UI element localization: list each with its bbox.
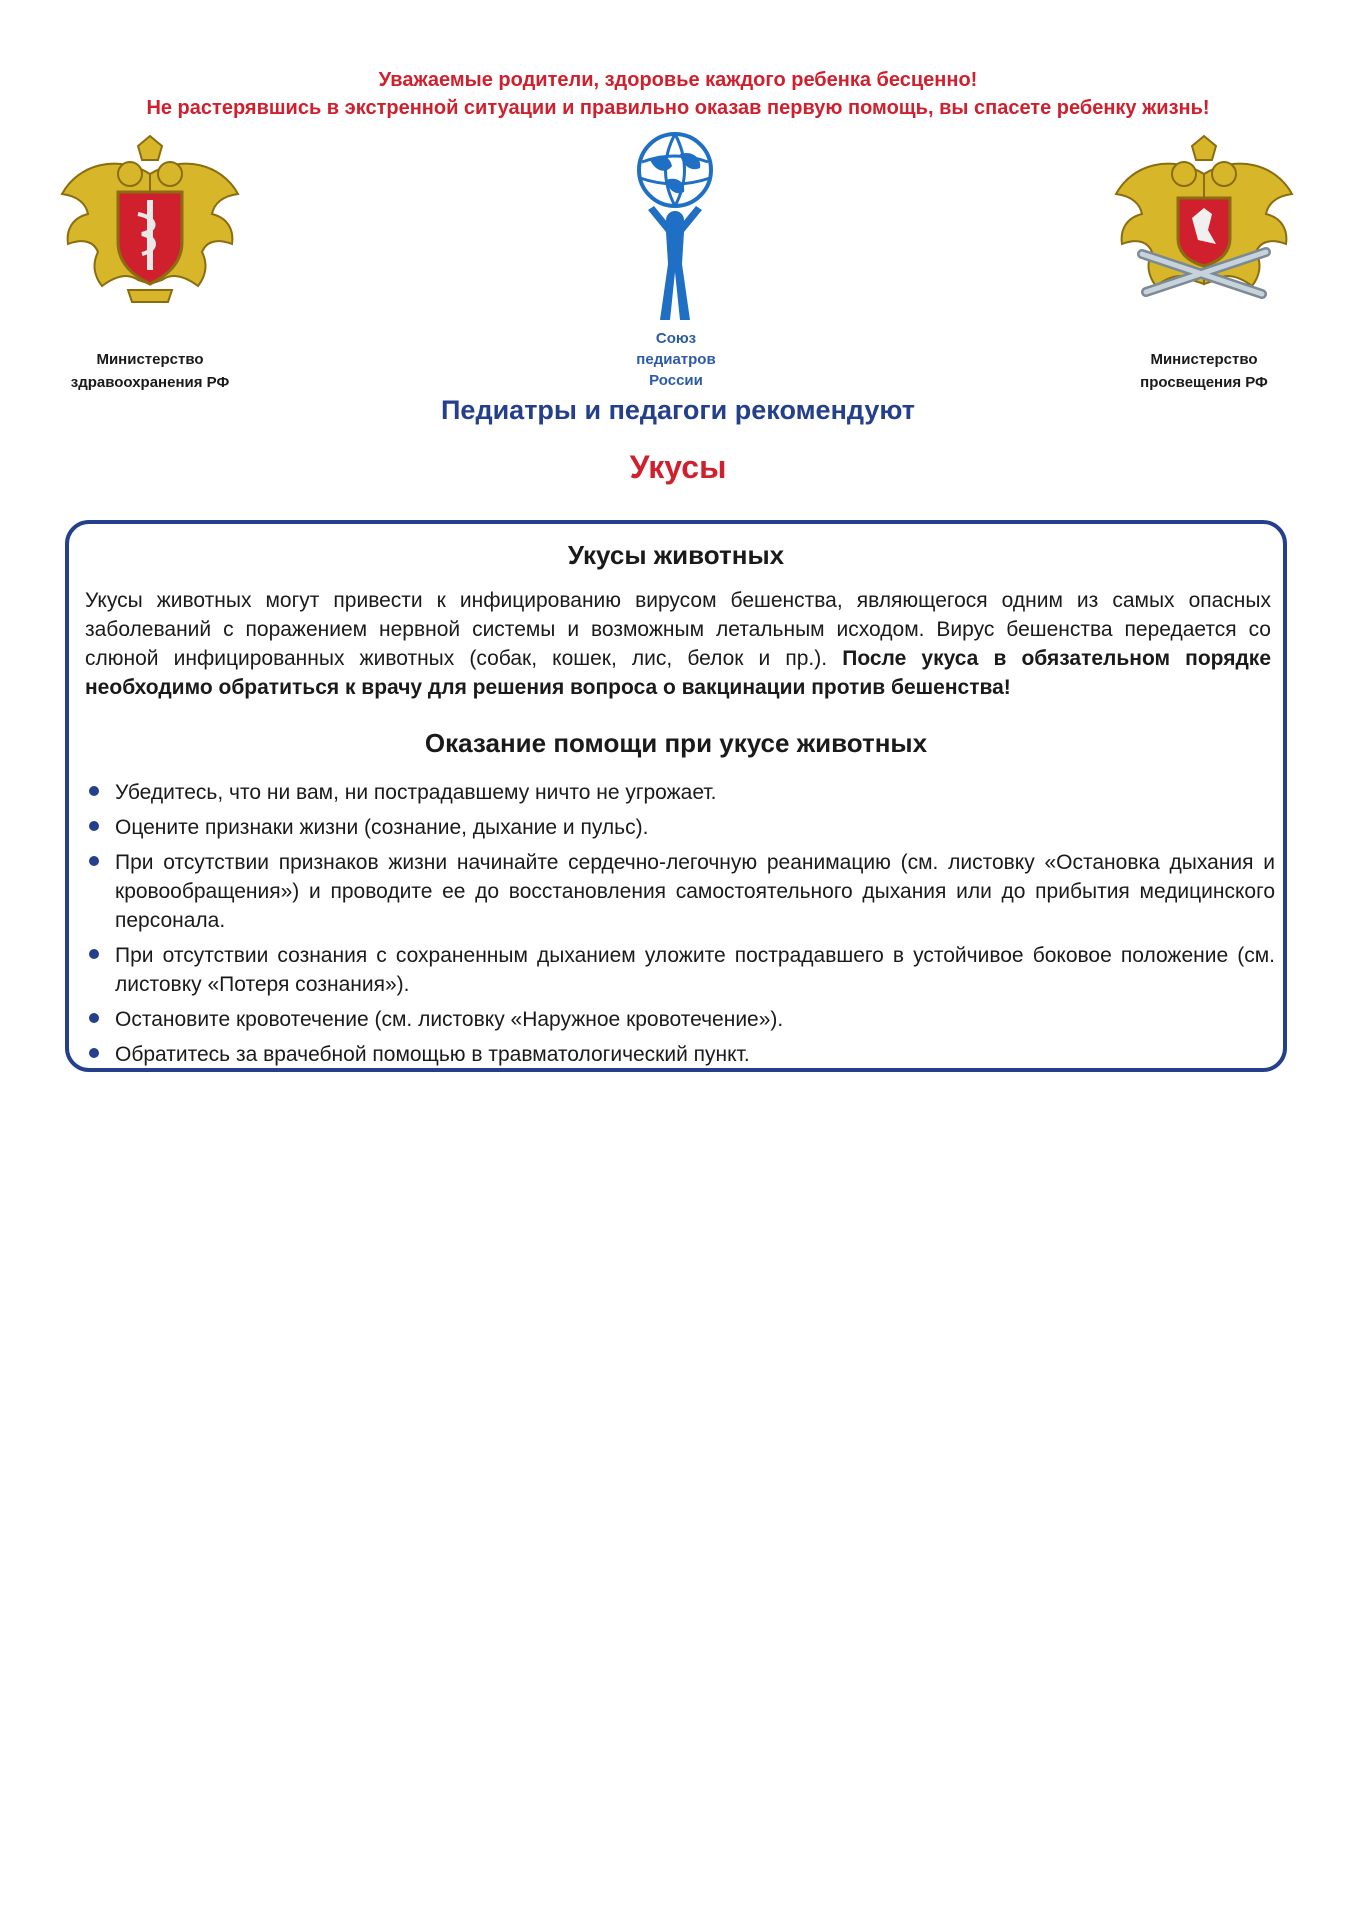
list-item: Убедитесь, что ни вам, ни пострадавшему ничто не угрожает.	[85, 778, 1275, 807]
bullet-icon	[89, 1013, 99, 1023]
ministry-of-health-eagle-icon	[58, 134, 242, 304]
list-item: Оцените признаки жизни (сознание, дыхание и пульс).	[85, 813, 1275, 842]
ministry-of-education-eagle-icon	[1112, 134, 1296, 304]
ministry-of-education-caption: Министерство просвещения РФ	[1140, 351, 1268, 391]
vaccination-warning: После укуса в обязательном порядке необходимо обратиться к врачу для решения вопроса о вакцинации против бешенства!	[85, 647, 1272, 699]
union-of-pediatricians-icon	[626, 132, 724, 328]
list-item: При отсутствии признаков жизни начинайте сердечно-легочную реанимацию (см. листовку «Остановка дыхания и кровообращения») и проводите ее до восстановления самостоятельного дыхания или до прибытия медицинского персонала.	[85, 848, 1275, 935]
bullet-icon	[89, 821, 99, 831]
first-aid-list	[85, 778, 1275, 1075]
info-card	[65, 520, 1287, 1072]
bullet-icon	[89, 856, 99, 866]
page-title: Укусы	[629, 449, 727, 485]
bullet-icon	[89, 949, 99, 959]
bullet-icon	[89, 1048, 99, 1058]
bullet-icon	[89, 786, 99, 796]
section-title-first-aid: Оказание помощи при укусе животных	[424, 728, 928, 758]
ministry-of-health-caption: Министерство здравоохранения РФ	[70, 351, 230, 391]
list-item: Остановите кровотечение (см. листовку «Наружное кровотечение»).	[85, 1005, 1275, 1034]
union-of-pediatricians-caption: Союз педиатров России	[636, 330, 716, 389]
section-title-animal-bites: Укусы животных	[567, 540, 785, 570]
rabies-paragraph: Укусы животных могут привести к инфицированию вирусом бешенства, являющегося одним из самых опасных заболеваний с поражением нервной системы и возможным летальным исходом. Вирус бешенства передается со слюной инфицированных животных (собак, кошек, лис, белок и пр.). После укуса в обязательном порядке необходимо обратиться к врачу для решения вопроса о вакцинации против бешенства!	[85, 589, 1272, 699]
list-item: При отсутствии сознания с сохраненным дыханием уложите пострадавшего в устойчивое боковое положение (см. листовку «Потеря сознания»).	[85, 941, 1275, 999]
appeal-line-2: Не растерявшись в экстренной ситуации и правильно оказав первую помощь, вы спасете ребенку жизнь!	[146, 97, 1210, 119]
list-item: Обратитесь за врачебной помощью в травматологический пункт.	[85, 1040, 1275, 1069]
appeal-line-1: Уважаемые родители, здоровье каждого ребенка бесценно!	[378, 69, 978, 91]
page-headline: Педиатры и педагоги рекомендуют	[441, 395, 915, 425]
